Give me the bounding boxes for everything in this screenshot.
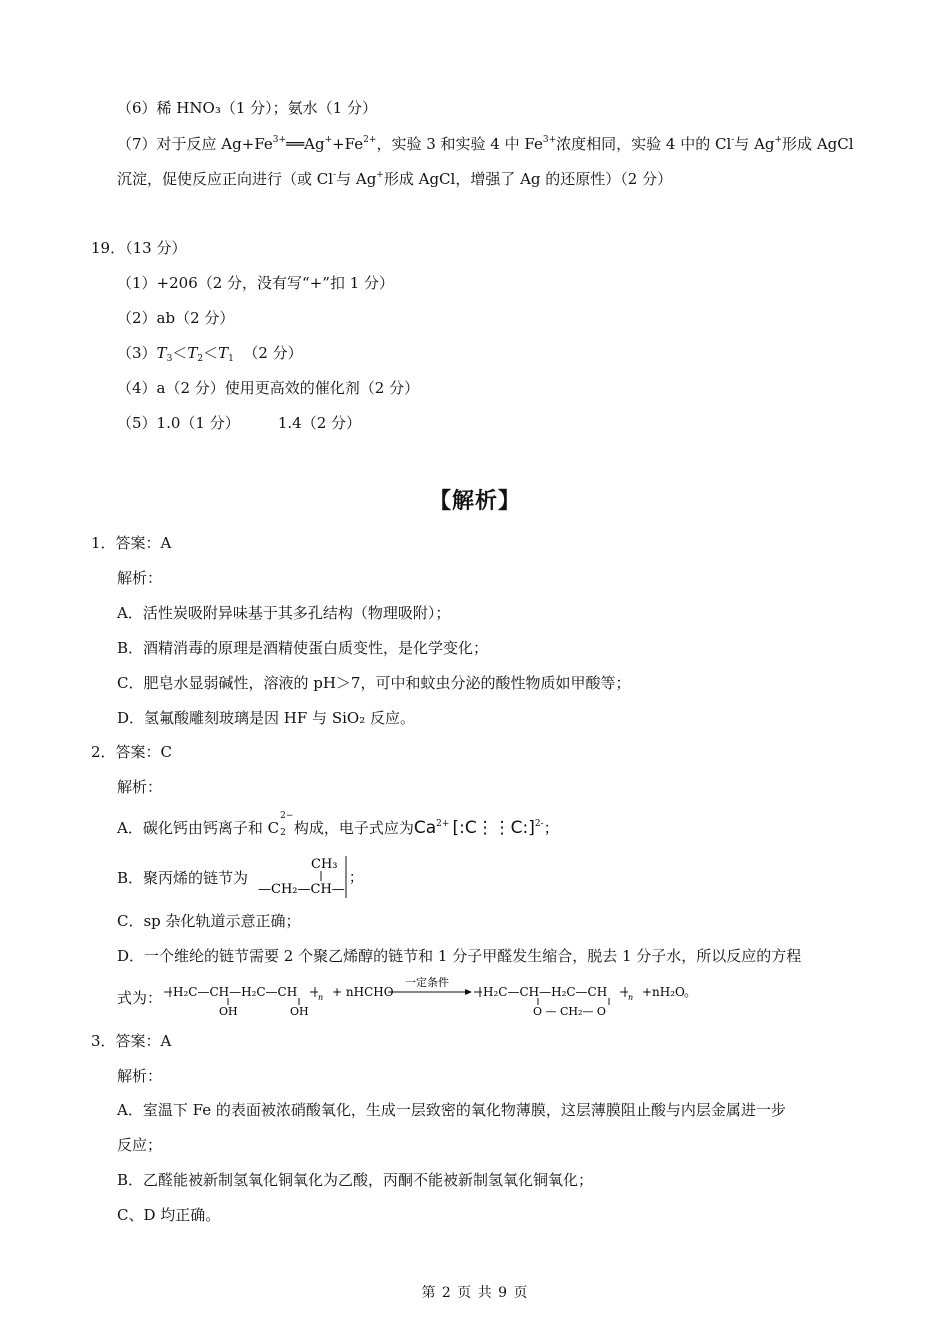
c2-ion: 2− 2	[280, 811, 294, 838]
text: 构成，电子式应为	[289, 819, 414, 837]
ring-group: O — CH₂— O	[533, 1005, 606, 1018]
oh-group: OH	[290, 1005, 309, 1018]
q3-option-a-line1: A．室温下 Fe 的表面被浓硝酸氧化，生成一层致密的氧化物薄膜，这层薄膜阻止酸与内层金属进一步	[117, 1101, 786, 1119]
page-footer: 第 2 页 共 9 页	[421, 1285, 529, 1301]
ca-symbol: Ca	[413, 818, 437, 838]
text: ══Ag	[286, 135, 325, 153]
text: ＜	[172, 344, 188, 362]
ch3-label: CH₃	[311, 857, 338, 872]
reactant-chain: H₂C—CH—H₂C—CH	[173, 985, 298, 999]
q2-option-b	[117, 868, 248, 888]
answer-q18-7-line1	[117, 134, 854, 154]
text: 与 Ag	[734, 135, 775, 153]
text: 沉淀，促使反应正向进行（或 Cl	[117, 170, 334, 188]
text: A．碳化钙由钙离子和 C	[117, 819, 280, 837]
arrow-head-icon	[465, 989, 472, 995]
oh-group: OH	[219, 1005, 238, 1018]
text: （7）对于反应 Ag+Fe	[117, 135, 273, 153]
q1-option-c: C．肥皂水显弱碱性，溶液的 pH＞7，可中和蚊虫分泌的酸性物质如甲酸等；	[117, 674, 631, 692]
subscript-n: n	[318, 993, 324, 1002]
text: B．聚丙烯的链节为	[117, 869, 249, 887]
answer-q18-6: （6）稀 HNO₃（1 分）；氨水（1 分）	[117, 99, 377, 117]
q1-option-b: B．酒精消毒的原理是酒精使蛋白质变性，是化学变化；	[117, 639, 489, 657]
sup: -	[731, 135, 735, 145]
sup: 3+	[272, 135, 287, 145]
q2-option-d-line1: D．一个维纶的链节需要 2 个聚乙烯醇的链节和 1 分子甲醛发生缩合，脱去 1 分子水，所以反应的方程	[117, 947, 802, 965]
text: 与 Ag	[336, 170, 377, 188]
sub: 1	[228, 354, 234, 364]
text: ，实验 3 和实验 4 中 Fe	[376, 135, 543, 153]
reaction-condition: 一定条件	[405, 976, 449, 989]
sup: 2+	[363, 135, 377, 145]
text: T	[187, 344, 198, 362]
q19-answer-1: （1）+206（2 分，没有写“+”扣 1 分）	[117, 274, 395, 292]
q1-analysis-label: 解析：	[117, 569, 163, 587]
water: +nH₂O	[642, 985, 685, 999]
formaldehyde: + nHCHO	[332, 985, 394, 999]
q3-analysis-label: 解析：	[117, 1067, 163, 1085]
q1-answer: 1．答案：A	[91, 534, 172, 552]
sup: +	[324, 135, 333, 145]
subscript-n: n	[628, 993, 634, 1002]
text: ＜	[203, 344, 219, 362]
text: （3）	[117, 344, 157, 362]
chain-label: —CH₂—CH—	[258, 882, 345, 897]
sup: +	[774, 135, 783, 145]
answer-q18-7-line2	[117, 169, 672, 189]
q3-answer: 3．答案：A	[91, 1032, 172, 1050]
q1-option-d: D．氢氟酸雕刻玻璃是因 HF 与 SiO₂ 反应。	[117, 709, 415, 727]
sup: 3+	[542, 135, 557, 145]
text: T	[218, 344, 229, 362]
q2-answer: 2．答案：C	[91, 743, 173, 761]
sup: 2-	[534, 819, 544, 829]
q2-option-a	[117, 811, 559, 838]
sup: 2+	[436, 819, 450, 829]
q2-analysis-label: 解析：	[117, 778, 163, 796]
sup: +	[376, 170, 384, 180]
sub: 2	[197, 354, 204, 364]
text: 形成 AgCl	[782, 135, 854, 153]
vinylon-reaction-equation	[160, 975, 700, 1020]
q3-option-a-line2: 反应；	[117, 1136, 163, 1154]
text: （2 分）	[233, 344, 303, 362]
q3-option-b: B．乙醛能被新制氢氧化铜氧化为乙酸，丙酮不能被新制氢氧化铜氧化；	[117, 1171, 594, 1189]
text: ；	[543, 819, 559, 837]
q19-header: 19．（13 分）	[91, 239, 187, 257]
text: ；	[349, 870, 363, 886]
text: 形成 AgCl，增强了 Ag 的还原性）（2 分）	[383, 170, 673, 188]
q19-answer-5: （5）1.0（1 分） 1.4（2 分）	[117, 414, 362, 432]
q19-answer-4: （4）a（2 分）使用更高效的催化剂（2 分）	[117, 379, 420, 397]
text: 浓度相同，实验 4 中的 Cl	[556, 135, 732, 153]
q19-answer-3	[117, 343, 303, 363]
q2-option-d-line2-prefix: 式为：	[117, 989, 163, 1007]
text: T	[156, 344, 167, 362]
text: 。	[684, 985, 698, 1000]
q19-answer-2: （2）ab（2 分）	[117, 309, 235, 327]
q3-option-cd: C、D 均正确。	[117, 1206, 221, 1224]
q2-option-c: C．sp 杂化轨道示意正确；	[117, 912, 301, 930]
q1-option-a: A．活性炭吸附异味基于其多孔结构（物理吸附）；	[117, 604, 451, 622]
sub: 3	[166, 354, 173, 364]
electron-formula: [:C⋮⋮C:]	[452, 818, 535, 838]
sup: -	[333, 170, 337, 180]
polypropylene-unit-structure	[258, 852, 363, 902]
product-chain: H₂C—CH—H₂C—CH	[483, 985, 608, 999]
section-title: 【解析】	[428, 489, 521, 514]
text: +Fe	[332, 135, 364, 153]
